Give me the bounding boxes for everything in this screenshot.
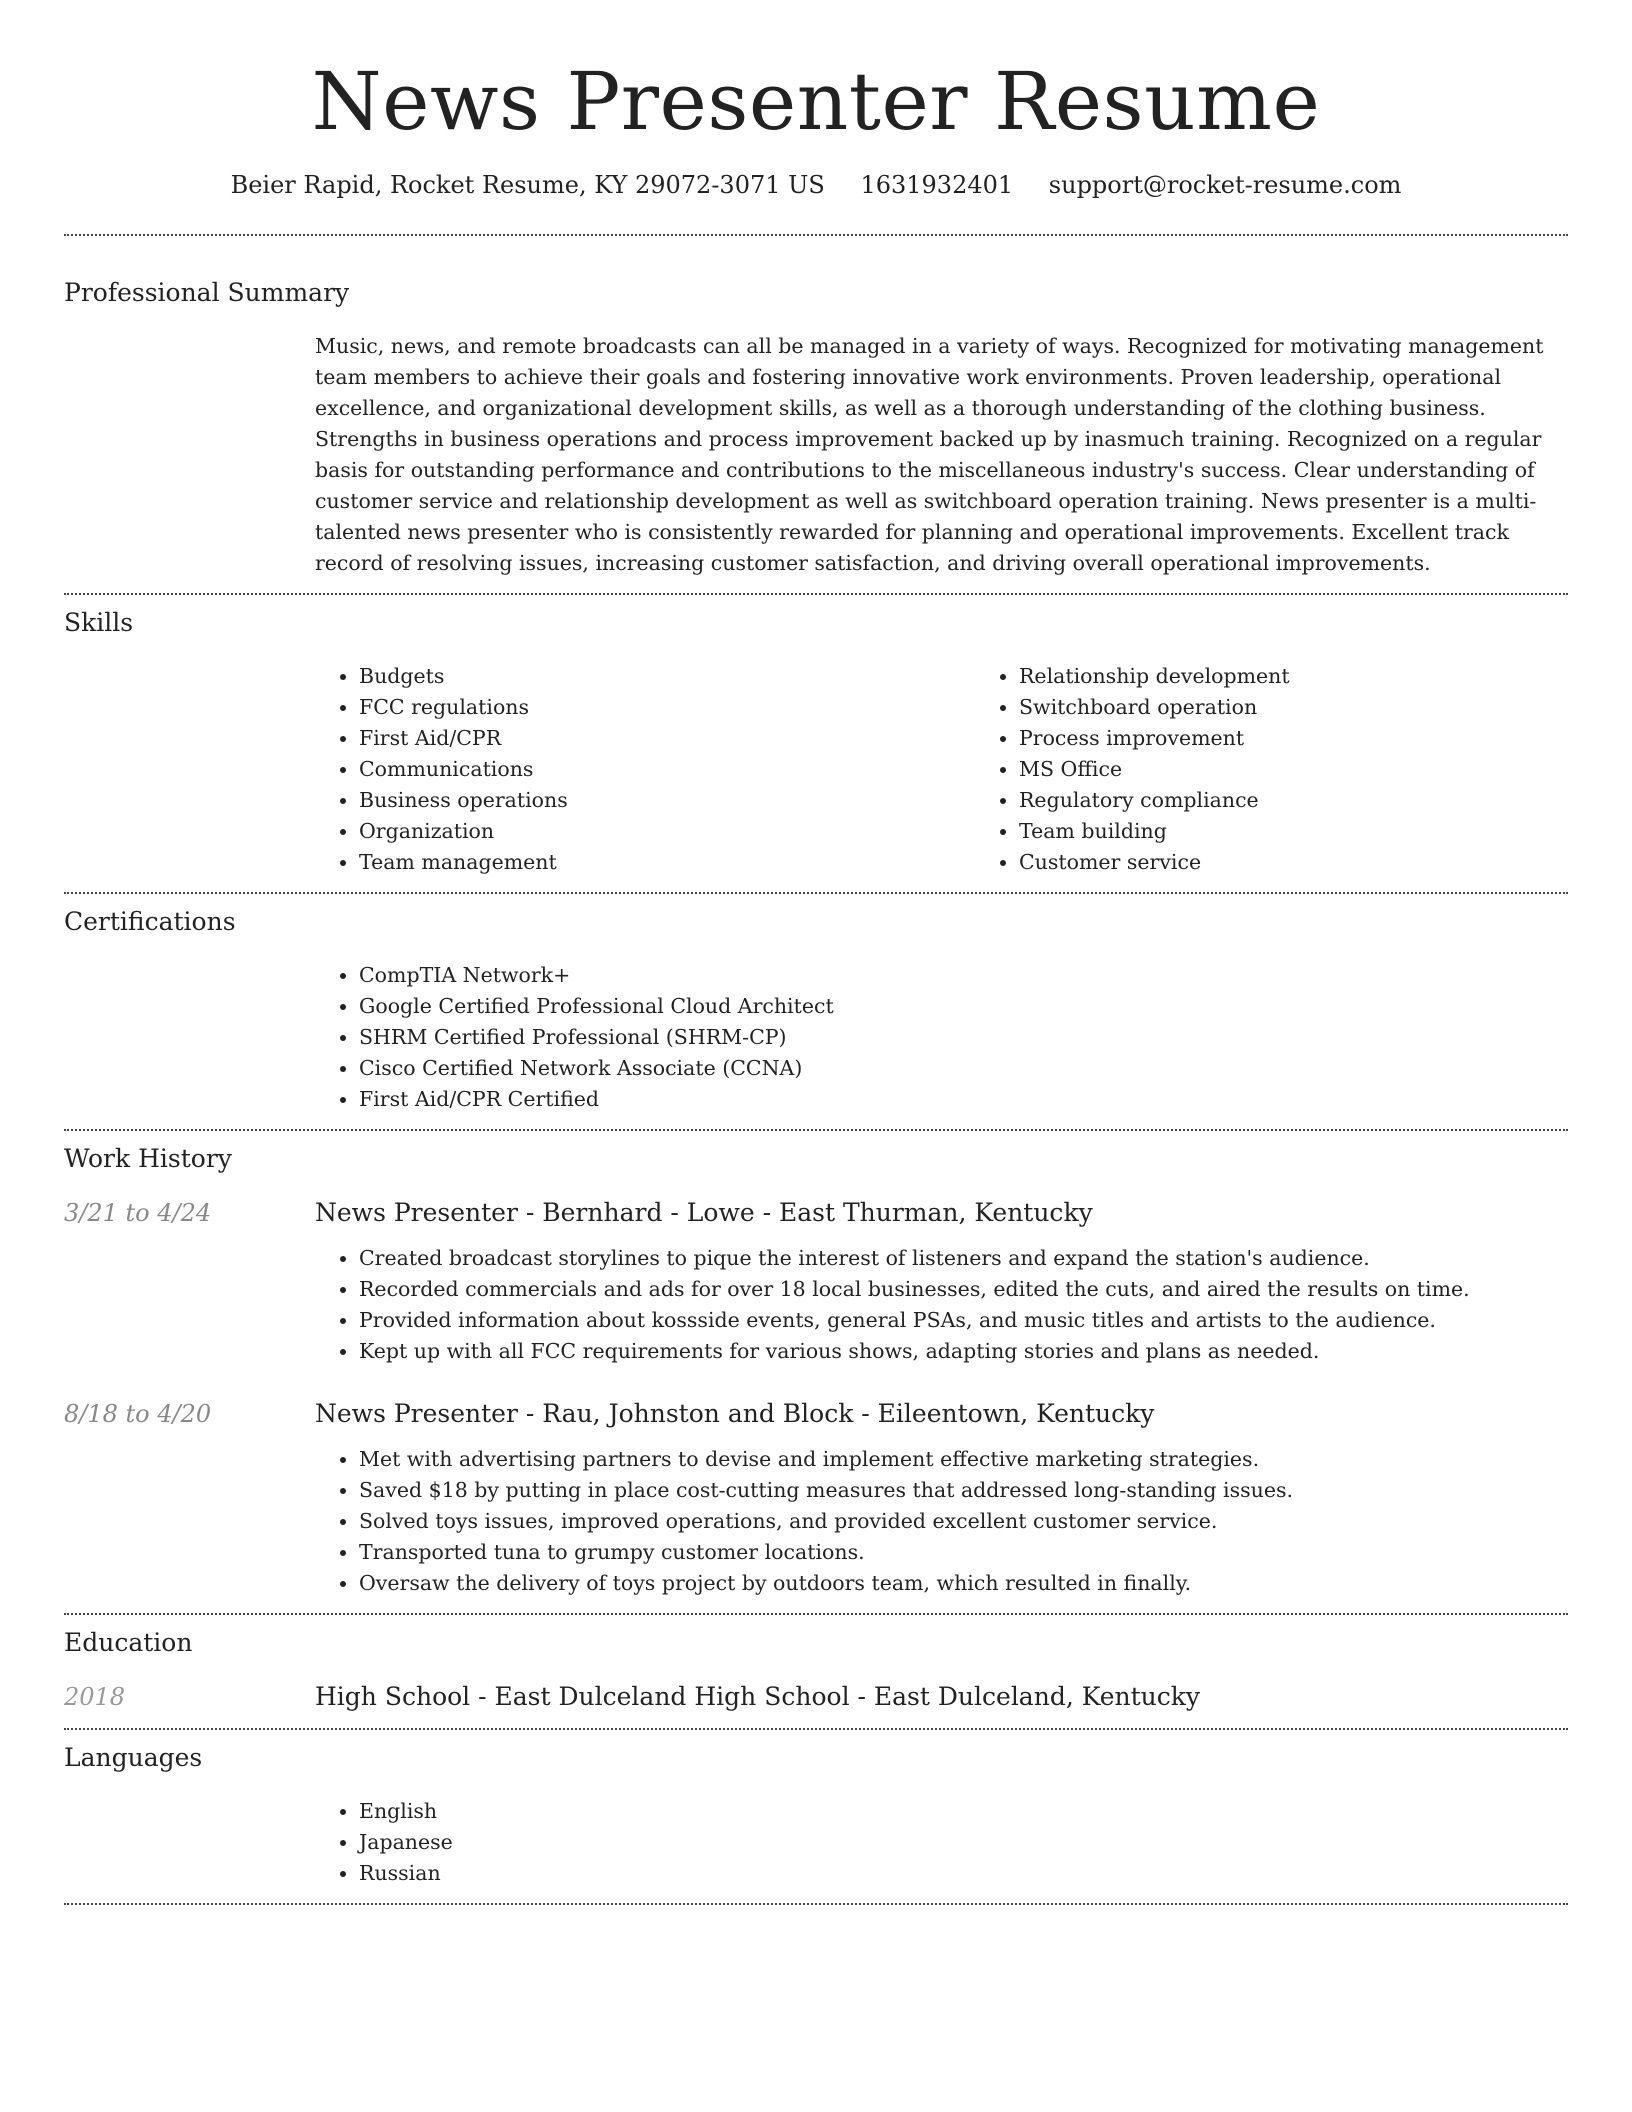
contact-line [64, 168, 1568, 202]
list-item: • Solved toys issues, improved operations, and provided excellent customer service. [359, 1506, 1568, 1537]
list-item: • Met with advertising partners to devise and implement effective marketing strategies. [359, 1444, 1568, 1475]
list-item: • Communications [359, 754, 975, 785]
list-item: • Regulatory compliance [1019, 785, 1632, 816]
skills-section [64, 595, 1568, 892]
education-heading: Education [64, 1628, 193, 1657]
list-item: • Switchboard operation [1019, 692, 1632, 723]
job-entry [64, 1196, 1568, 1367]
list-item: • Team management [359, 847, 975, 878]
job-bullets [315, 1243, 1568, 1367]
list-item: • CompTIA Network+ [359, 960, 1568, 991]
job-body [315, 1444, 1568, 1599]
education-date: 2018 [64, 1683, 126, 1711]
certifications-body [315, 960, 1568, 1115]
list-item: • First Aid/CPR [359, 723, 975, 754]
list-item: • Budgets [359, 661, 975, 692]
list-item: • MS Office [1019, 754, 1632, 785]
resume-page [64, 0, 1568, 1905]
education-heading-text: High School - East Dulceland High School - East Dulceland, Kentucky [315, 1682, 1201, 1711]
list-item: • Created broadcast storylines to pique the interest of listeners and expand the station's audience. [359, 1243, 1568, 1274]
list-item: • Process improvement [1019, 723, 1632, 754]
job-heading: News Presenter - Bernhard - Lowe - East Thurman, Kentucky [315, 1198, 1093, 1227]
job-header [64, 1196, 1568, 1230]
list-item: • First Aid/CPR Certified [359, 1084, 1568, 1115]
languages-section [64, 1730, 1568, 1903]
skills-list-right [975, 661, 1632, 878]
education-section [64, 1615, 1568, 1728]
languages-heading: Languages [64, 1743, 203, 1772]
list-item: • Transported tuna to grumpy customer locations. [359, 1537, 1568, 1568]
list-item: • Saved $18 by putting in place cost-cutting measures that addressed long-standing issues. [359, 1475, 1568, 1506]
list-item: • Business operations [359, 785, 975, 816]
list-item: • Team building [1019, 816, 1632, 847]
summary-section [64, 236, 1568, 593]
divider [64, 1903, 1568, 1905]
list-item: • Oversaw the delivery of toys project by outdoors team, which resulted in finally. [359, 1568, 1568, 1599]
skills-columns [315, 661, 1568, 878]
list-item: • Organization [359, 816, 975, 847]
job-body [315, 1243, 1568, 1367]
list-item: • Japanese [359, 1827, 1568, 1858]
list-item: • Kept up with all FCC requirements for various shows, adapting stories and plans as needed. [359, 1336, 1568, 1367]
job-bullets [315, 1444, 1568, 1599]
list-item: • Relationship development [1019, 661, 1632, 692]
summary-text: Music, news, and remote broadcasts can all be managed in a variety of ways. Recognized for motivating management team members to achieve their goals and fostering innovative work environments. Proven leadership, operational excellence, and organizational development skills, as well as a thorough understanding of the clothing business. Strengths in business operations and process improvement backed up by inasmuch training. Recognized on a regular basis for outstanding performance and contributions to the miscellaneous industry's success. Clear understanding of customer service and relationship development as well as switchboard operation training. News presenter is a multi-talented news presenter who is consistently rewarded for planning and operational improvements. Excellent track record of resolving issues, increasing customer satisfaction, and driving overall operational improvements. [315, 334, 1544, 575]
list-item: • Recorded commercials and ads for over 18 local businesses, edited the cuts, and aired the results on time. [359, 1274, 1568, 1305]
list-item: • Cisco Certified Network Associate (CCNA) [359, 1053, 1568, 1084]
job-entry [64, 1397, 1568, 1599]
summary-body [315, 331, 1568, 579]
languages-body [315, 1796, 1568, 1889]
certifications-heading: Certifications [64, 907, 236, 936]
list-item: • Russian [359, 1858, 1568, 1889]
certifications-list [315, 960, 1568, 1115]
list-item: • Google Certified Professional Cloud Architect [359, 991, 1568, 1022]
work-section [64, 1131, 1568, 1613]
list-item: • SHRM Certified Professional (SHRM-CP) [359, 1022, 1568, 1053]
work-heading: Work History [64, 1144, 232, 1173]
summary-heading: Professional Summary [64, 278, 350, 307]
certifications-section [64, 894, 1568, 1129]
skills-heading: Skills [64, 608, 134, 637]
contact-address: Beier Rapid, Rocket Resume, KY 29072-3071 US [230, 171, 825, 199]
contact-email: support@rocket-resume.com [1048, 171, 1402, 199]
job-dates: 8/18 to 4/20 [64, 1400, 212, 1428]
languages-list [315, 1796, 1568, 1889]
education-entry [64, 1680, 1568, 1714]
job-header [64, 1397, 1568, 1431]
skills-list-left [315, 661, 975, 878]
contact-phone: 1631932401 [860, 171, 1014, 199]
list-item: • Provided information about kossside events, general PSAs, and music titles and artists to the audience. [359, 1305, 1568, 1336]
job-dates: 3/21 to 4/24 [64, 1199, 212, 1227]
job-heading: News Presenter - Rau, Johnston and Block - Eileentown, Kentucky [315, 1399, 1155, 1428]
list-item: • English [359, 1796, 1568, 1827]
list-item: • FCC regulations [359, 692, 975, 723]
resume-title: News Presenter Resume [311, 55, 1321, 148]
list-item: • Customer service [1019, 847, 1632, 878]
